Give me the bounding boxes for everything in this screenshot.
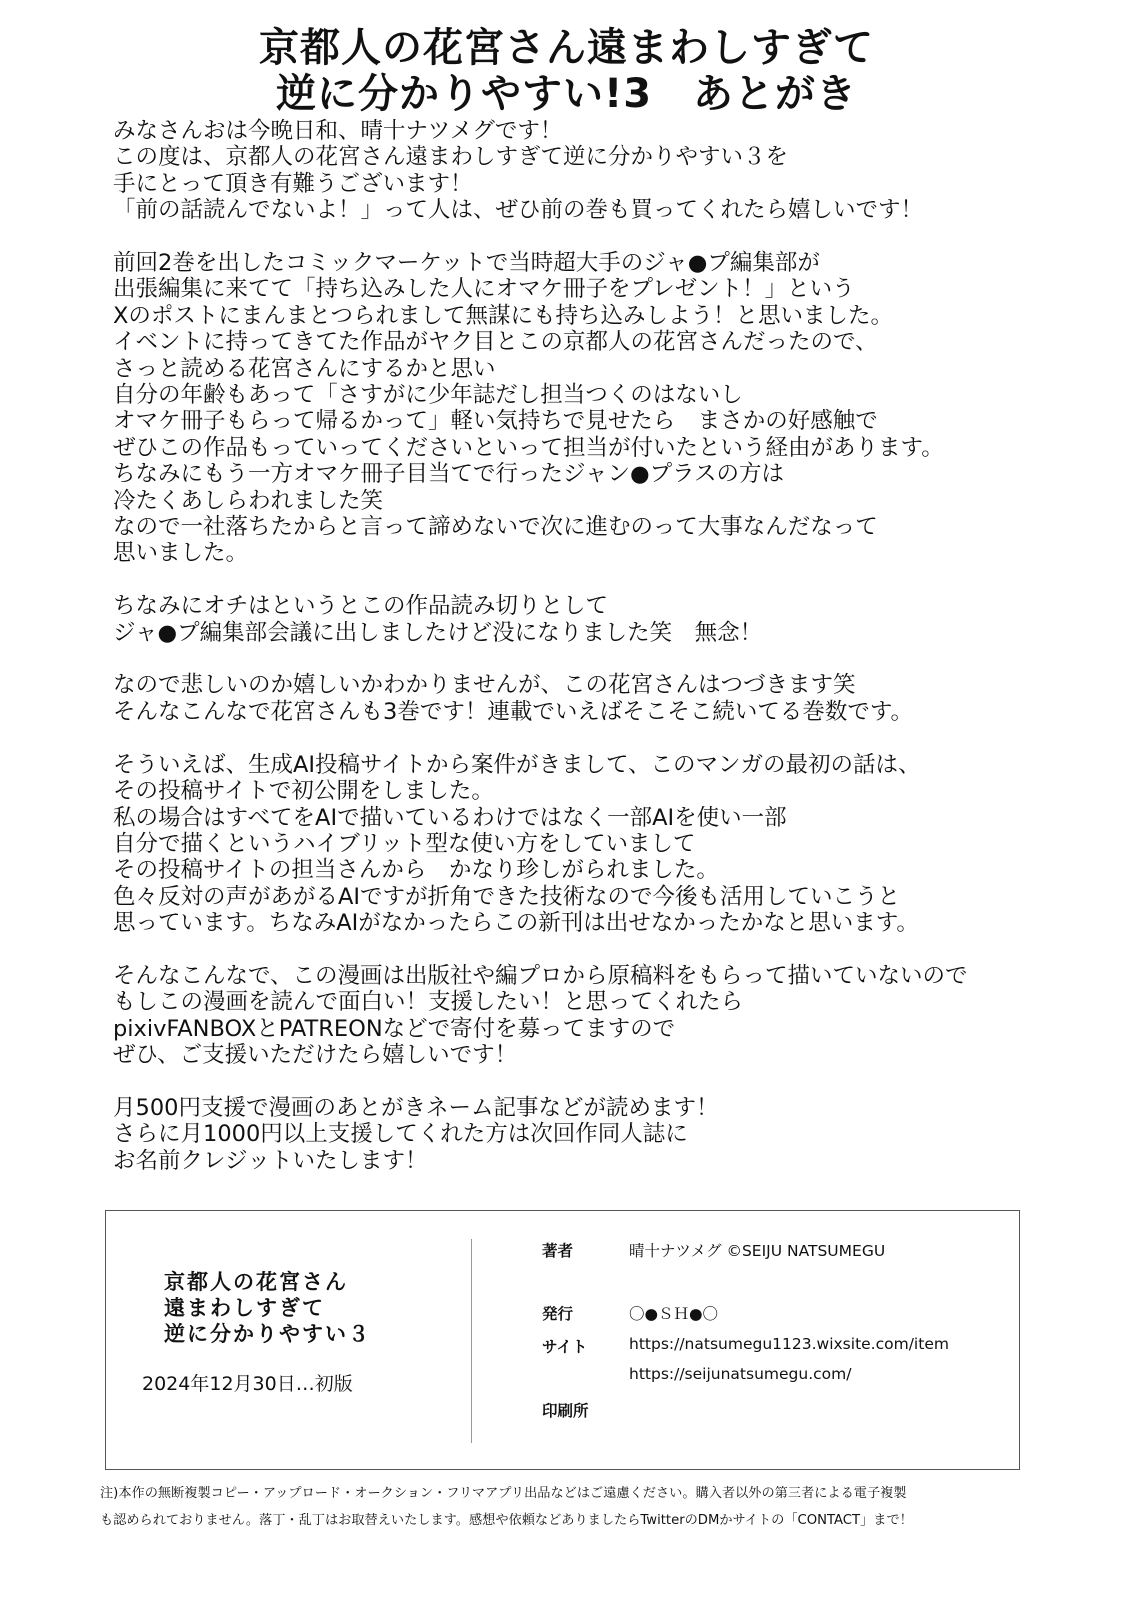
afterword-line: お名前クレジットいたします！ xyxy=(113,1147,428,1174)
afterword-line: その投稿サイトで初公開をしました。 xyxy=(113,778,494,805)
afterword-line: もしこの漫画を読んで面白い！支援したい！と思ってくれたら xyxy=(113,989,744,1016)
afterword-title-line-2: 逆に分かりやすい!3 あとがき xyxy=(275,71,858,117)
paragraph-gap xyxy=(113,1069,1123,1095)
afterword-line: 手にとって頂き有難うございます！ xyxy=(113,170,473,197)
afterword-line: そんなこんなで花宮さんも3巻です！連載でいえばそこそこ続いてる巻数です。 xyxy=(113,698,914,725)
afterword-line: Xのポストにまんまとつられまして無謀にも持ち込みしよう！と思いました。 xyxy=(113,302,893,329)
publisher-value: 〇●ＳＨ●〇 xyxy=(629,1305,719,1323)
site-url-link[interactable]: https://seijunatsumegu.com/ xyxy=(629,1365,852,1383)
book-title-line: 遠まわしすぎて xyxy=(164,1296,325,1320)
afterword-line: さっと読める花宮さんにするかと思い xyxy=(113,355,496,382)
book-title-line: 逆に分かりやすい３ xyxy=(164,1322,371,1346)
colophon-divider xyxy=(471,1239,472,1443)
colophon-box xyxy=(105,1210,1020,1470)
notes-line: も認められておりません。落丁・乱丁はお取替えいたします。感想や依頼などありましたらTwitterのDMかサイトの「CONTACT」まで！ xyxy=(100,1513,913,1528)
afterword-line: この度は、京都人の花宮さん遠まわしすぎて逆に分かりやすい３を xyxy=(113,144,789,171)
colophon-book-title xyxy=(164,1269,371,1347)
afterword-line: 私の場合はすべてをAIで描いているわけではなく一部AIを使い一部 xyxy=(113,804,787,831)
afterword-line: その投稿サイトの担当さんから かなり珍しがられました。 xyxy=(113,857,719,884)
afterword-line: なので一社落ちたからと言って諦めないで次に進むのって大事なんだなって xyxy=(113,514,878,541)
afterword-line: 思っています。ちなみAIがなかったらこの新刊は出せなかったかなと思います。 xyxy=(113,910,919,937)
afterword-line: そういえば、生成AI投稿サイトから案件がきまして、このマンガの最初の話は、 xyxy=(113,751,921,778)
edition-date: 2024年12月30日…初版 xyxy=(142,1373,353,1395)
site-label: サイト xyxy=(542,1338,588,1356)
notes-line: 注)本作の無断複製コピー・アップロード・オークション・フリマアプリ出品などはご遠慮ください。購入者以外の第三者による電子複製 xyxy=(100,1486,907,1501)
site-url-link[interactable]: https://natsumegu1123.wixsite.com/item xyxy=(629,1335,949,1353)
afterword-line: さらに月1000円以上支援してくれた方は次回作同人誌に xyxy=(113,1121,688,1148)
afterword-line: なので悲しいのか嬉しいかわかりませんが、この花宮さんはつづきます笑 xyxy=(113,672,856,699)
afterword-line: 色々反対の声があがるAIですが折角できた技術なので今後も活用していこうと xyxy=(113,883,901,910)
afterword-body xyxy=(113,118,1123,1174)
afterword-line: 自分の年齢もあって「さすがに少年誌だし担当つくのはないし xyxy=(113,382,743,409)
afterword-line: みなさんおは今晩日和、晴十ナツメグです！ xyxy=(113,118,563,144)
legal-notes xyxy=(100,1480,1110,1534)
paragraph-gap xyxy=(113,646,1123,672)
afterword-line: 月500円支援で漫画のあとがきネーム記事などが読めます！ xyxy=(113,1094,719,1121)
afterword-line: ちなみにオチはというとこの作品読み切りとして xyxy=(113,593,609,620)
author-value: 晴十ナツメグ ©SEIJU NATSUMEGU xyxy=(629,1242,886,1260)
afterword-line: ぜひこの作品もっていってくださいといって担当が付いたという経由があります。 xyxy=(113,434,944,461)
paragraph-gap xyxy=(113,937,1123,963)
afterword-line: 前回2巻を出したコミックマーケットで当時超大手のジャ●プ編集部が xyxy=(113,250,820,277)
afterword-line: 「前の話読んでないよ！」って人は、ぜひ前の巻も買ってくれたら嬉しいです！ xyxy=(113,197,924,224)
afterword-line: イベントに持ってきてた作品がヤク目とこの京都人の花宮さんだったので、 xyxy=(113,329,878,356)
afterword-line: 冷たくあしらわれました笑 xyxy=(113,487,384,514)
paragraph-gap xyxy=(113,224,1123,250)
afterword-line: pixivFANBOXとPATREONなどで寄付を募ってますので xyxy=(113,1015,676,1042)
afterword-line: 出張編集に来てて「持ち込みした人にオマケ冊子をプレゼント！」という xyxy=(113,276,855,303)
publisher-label: 発行 xyxy=(542,1305,574,1323)
afterword-line: ちなみにもう一方オマケ冊子目当てで行ったジャン●プラスの方は xyxy=(113,461,785,488)
printer-label: 印刷所 xyxy=(542,1402,589,1420)
afterword-title-line-1: 京都人の花宮さん遠まわしすぎて xyxy=(259,25,874,71)
afterword-line: 思いました。 xyxy=(113,540,249,567)
author-label: 著者 xyxy=(542,1242,574,1260)
afterword-line: ぜひ、ご支援いただけたら嬉しいです！ xyxy=(113,1042,518,1069)
afterword-line: 自分で描くというハイブリット型な使い方をしていまして xyxy=(113,830,696,857)
paragraph-gap xyxy=(113,725,1123,751)
afterword-line: ジャ●プ編集部会議に出しましたけど没になりました笑 無念！ xyxy=(113,619,763,646)
paragraph-gap xyxy=(113,567,1123,593)
afterword-line: そんなこんなで、この漫画は出版社や編プロから原稿料をもらって描いていないので xyxy=(113,962,968,989)
afterword-line: オマケ冊子もらって帰るかって」軽い気持ちで見せたら まさかの好感触で xyxy=(113,408,878,435)
book-title-line: 京都人の花宮さん xyxy=(164,1270,348,1294)
